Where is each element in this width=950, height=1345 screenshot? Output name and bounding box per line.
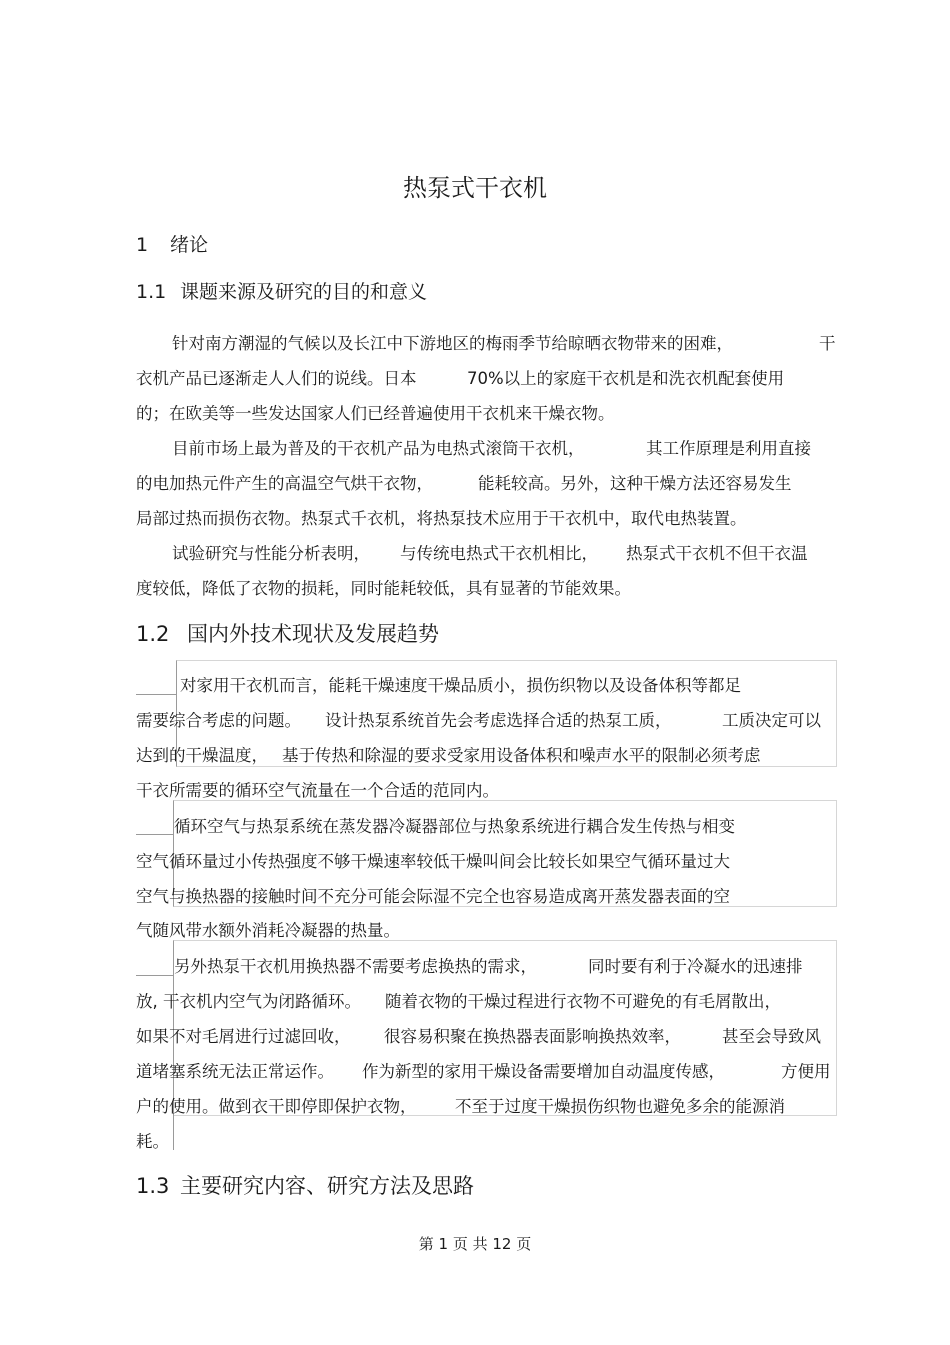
text-run: 循环空气与热泵系统在蒸发器冷凝器部位与热象系统进行耦合发生传热与相变 <box>174 817 735 836</box>
text-run: 空气与换热器的接触时间不充分可能会际湿不完仝也容易造成离开蒸发器表面的空 <box>136 887 730 906</box>
paragraph-6-line-3b <box>384 1023 681 1047</box>
text-run: 局部过热而损伤衣物。热泵式千衣机，将热泵技术应用于干衣机中，取代电热装置。 <box>136 509 747 528</box>
paragraph-1-line-3 <box>136 400 615 424</box>
paragraph-5-line-3 <box>136 883 730 907</box>
text-run: 如果不对毛屑进行过滤回收， <box>136 1027 351 1046</box>
text-run: 衣机产品已逐渐走人人们的说线。日本 <box>136 369 417 388</box>
text-run: 需要综合考虑的问题。 <box>136 711 301 730</box>
text-run: 道堵塞系统无法正常运作。 <box>136 1062 334 1081</box>
text-run: 其工作原理是利用直接 <box>646 439 811 458</box>
paragraph-2-line-1 <box>172 435 585 459</box>
text-run: 工质决定可以 <box>722 711 821 730</box>
scan-tick-1 <box>136 694 176 695</box>
text-run: 甚至会导致风 <box>722 1027 821 1046</box>
paragraph-6-line-1 <box>174 953 537 977</box>
section-number: 1 <box>136 234 149 256</box>
text-run: 对家用干衣机而言，能耗干燥速度干燥品质小，损伤织物以及设备体积等都足 <box>180 676 741 695</box>
text-run: 度较低，降低了衣物的损耗，同时能耗较低，具有显著的节能效果。 <box>136 579 631 598</box>
text-run: 耗。 <box>136 1132 169 1151</box>
text-run: 达到的干燥温度， <box>136 746 268 765</box>
paragraph-6-line-1b <box>588 953 803 977</box>
section-heading-1-3 <box>136 1170 474 1200</box>
paragraph-4-line-2 <box>136 707 301 731</box>
page-footer: 第 1 页 共 12 页 <box>418 1235 532 1253</box>
paragraph-4-line-2b <box>325 707 672 731</box>
text-run: 目前市场上最为普及的干衣机产品为电热式滚筒干衣机， <box>172 439 585 458</box>
text-run: 的电加热元件产生的高温空气烘干衣物， <box>136 474 433 493</box>
paragraph-6-line-4c <box>781 1058 831 1082</box>
paragraph-2-line-1b <box>646 435 811 459</box>
paragraph-4-line-4 <box>136 777 499 801</box>
paragraph-6-line-2b <box>385 988 781 1012</box>
paragraph-5-line-4 <box>136 917 400 941</box>
text-run: 针对南方潮湿的气候以及长江中下游地区的梅雨季节给晾晒衣物带来的困难， <box>172 334 733 353</box>
paragraph-2-line-3 <box>136 505 747 529</box>
paragraph-3-line-2 <box>136 575 631 599</box>
document-title: 热泵式干衣机 <box>403 174 547 202</box>
section-heading-1-1 <box>136 277 427 304</box>
text-run: 干 <box>819 334 836 353</box>
paragraph-3-line-1c <box>626 540 808 564</box>
scan-frame-4 <box>173 1114 174 1150</box>
paragraph-6-line-6 <box>136 1128 169 1152</box>
paragraph-2-line-2b <box>478 470 792 494</box>
text-run: 户的使用。做到衣干即停即保护衣物， <box>136 1097 417 1116</box>
text-run: 70%以上的家庭干衣机是和洗衣机配套使用 <box>467 369 785 388</box>
paragraph-6-line-3 <box>136 1023 351 1047</box>
section-heading-1 <box>136 230 208 257</box>
text-run: 设计热泵系统首先会考虑选择合适的热泵工质， <box>325 711 672 730</box>
paragraph-4-line-3 <box>136 742 268 766</box>
text-run: 空气循环量过小传热强度不够干燥速率较低干燥叫间会比较长如果空气循环量过大 <box>136 852 730 871</box>
scan-tick-3 <box>136 975 173 976</box>
text-run: 能耗较高。另外，这种干燥方法还容易发生 <box>478 474 792 493</box>
text-run: 随着衣物的干燥过程进行衣物不可避免的有毛屑散出， <box>385 992 781 1011</box>
text-run: 基于传热和除湿的要求受家用设备体积和噪声水平的限制必须考虑 <box>282 746 761 765</box>
text-run: 的；在欧美等一些发达国家人们已经普遍使用干衣机来干燥衣物。 <box>136 404 615 423</box>
paragraph-3-line-1 <box>172 540 370 564</box>
paragraph-1-line-1 <box>172 330 733 354</box>
section-title: 主要研究内容、研究方法及思路 <box>180 1174 474 1198</box>
paragraph-1-line-1-end <box>819 330 836 354</box>
paragraph-2-line-2 <box>136 470 433 494</box>
text-run: 同时要有利于冷凝水的迅速排 <box>588 957 803 976</box>
paragraph-5-line-2 <box>136 848 730 872</box>
text-run: 作为新型的家用干燥设备需要增加自动温度传感， <box>362 1062 725 1081</box>
paragraph-6-line-4 <box>136 1058 334 1082</box>
text-run: 另外热泵干衣机用换热器不需要考虑换热的需求， <box>174 957 537 976</box>
section-title: 绪论 <box>170 234 209 256</box>
text-run: 放, 干衣机内空气为闭路循环。 <box>136 992 361 1011</box>
text-run: 试验研究与性能分析表明， <box>172 544 370 563</box>
text-run: 不至于过度干燥损伤织物也避免多余的能源消 <box>455 1097 785 1116</box>
paragraph-5-line-1 <box>174 813 735 837</box>
paragraph-6-line-5b <box>455 1093 785 1117</box>
text-run: 很容易积聚在换热器表面影响换热效率， <box>384 1027 681 1046</box>
section-heading-1-2 <box>136 618 439 648</box>
section-number: 1.1 <box>136 281 167 303</box>
text-run: 气随风带水额外消耗冷凝器的热量。 <box>136 921 400 940</box>
paragraph-6-line-5 <box>136 1093 417 1117</box>
section-number: 1.3 <box>136 1174 170 1198</box>
paragraph-1-line-2 <box>136 365 417 389</box>
paragraph-1-line-2b <box>467 365 784 389</box>
text-run: 方便用 <box>781 1062 831 1081</box>
text-run: 与传统电热式干衣机相比， <box>400 544 598 563</box>
section-number: 1.2 <box>136 622 170 646</box>
paragraph-6-line-3c <box>722 1023 821 1047</box>
paragraph-6-line-2 <box>136 988 361 1012</box>
section-title: 课题来源及研究的目的和意义 <box>180 281 428 303</box>
paragraph-4-line-3b <box>282 742 761 766</box>
text-run: 干衣所需要的循环空气流量在一个合适的范同内。 <box>136 781 499 800</box>
paragraph-6-line-4b <box>362 1058 725 1082</box>
paragraph-4-line-1 <box>180 672 741 696</box>
paragraph-3-line-1b <box>400 540 598 564</box>
text-run: 热泵式干衣机不但干衣温 <box>626 544 808 563</box>
section-title: 国内外技术现状及发展趋势 <box>187 622 439 646</box>
paragraph-4-line-2c <box>722 707 821 731</box>
scan-tick-2 <box>136 834 173 835</box>
